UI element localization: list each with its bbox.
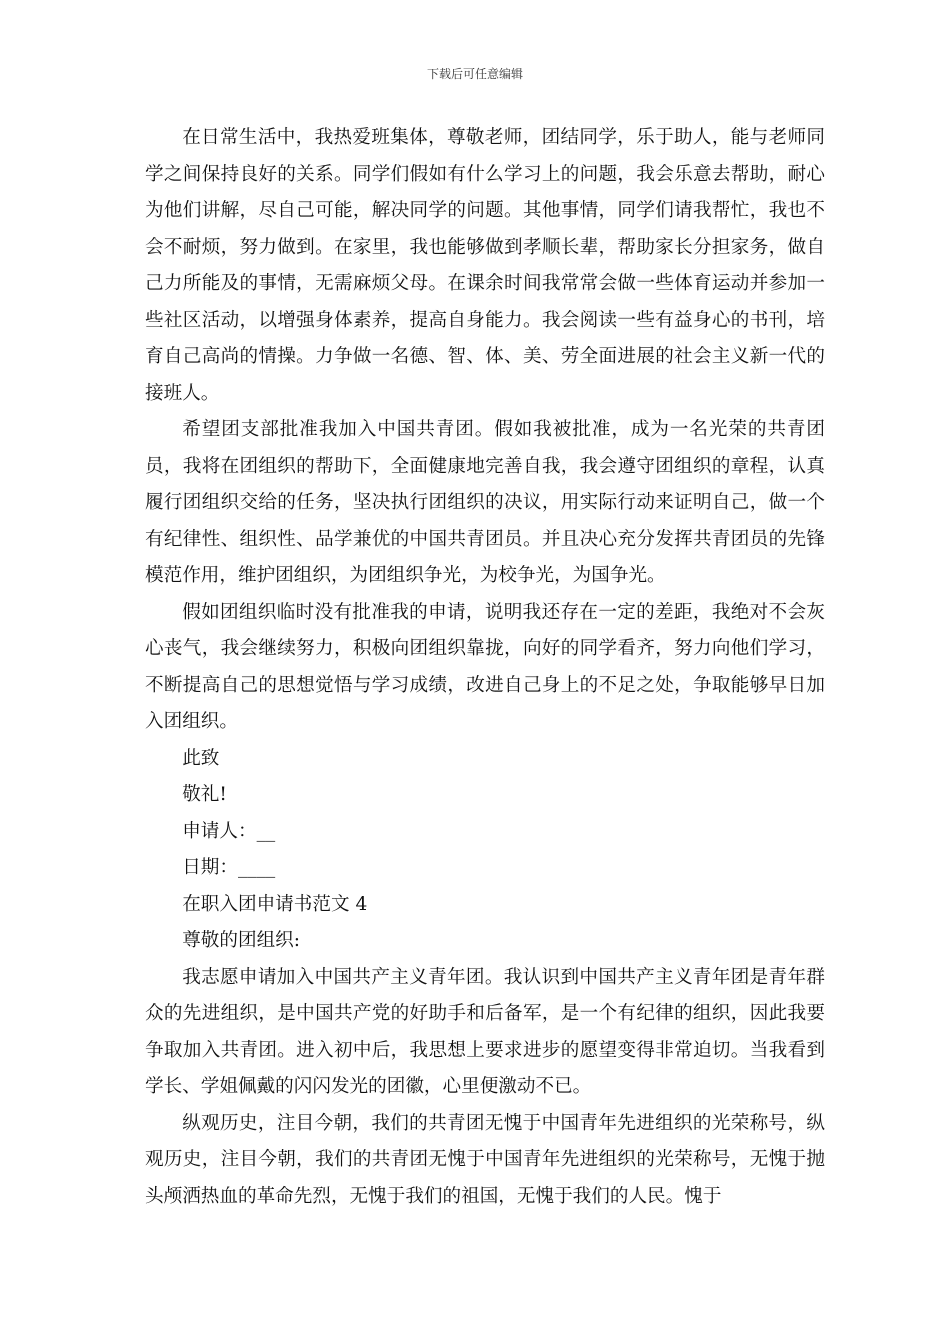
paragraph-hope-approval: 希望团支部批准我加入中国共青团。假如我被批准，成为一名光荣的共青团员，我将在团组织的帮助下，全面健康地完善自我，我会遵守团组织的章程，认真履行团组织交给的任务，坚决执行团组织的决议，用实际行动来证明自己，做一个有纪律性、组织性、品学兼优的中国共青团员。并且决心充分发挥共青团员的先锋模范作用，维护团组织，为团组织争光，为校争光，为国争光。 — [145, 419, 825, 586]
greeting-line: 尊敬的团组织: — [182, 930, 301, 951]
closing-salutation: 此致 — [182, 747, 220, 769]
applicant-line: 申请人：__ — [182, 820, 276, 842]
page-header: 下载后可任意编辑 — [426, 67, 523, 81]
paragraph-history: 纵观历史，注目今朝，我们的共青团无愧于中国青年先进组织的光荣称号，纵观历史，注目今朝，我们的共青团无愧于中国青年先进组织的光荣称号，无愧于抛头颅洒热血的革命先烈，无愧于我们的祖国，无愧于我们的人民。愧于 — [145, 1112, 825, 1207]
paragraph-if-not-approved: 假如团组织临时没有批准我的申请，说明我还存在一定的差距，我绝对不会灰心丧气，我会继续努力，积极向团组织靠拢，向好的同学看齐，努力向他们学习，不断提高自己的思想觉悟与学习成绩，改进自己身上的不足之处，争取能够早日加入团组织。 — [145, 601, 825, 732]
document-body — [145, 120, 825, 1215]
date-line: 日期：____ — [182, 857, 276, 878]
paragraph-daily-life: 在日常生活中，我热爱班集体，尊敬老师，团结同学，乐于助人，能与老师同学之间保持良好的关系。同学们假如有什么学习上的问题，我会乐意去帮助，耐心为他们讲解，尽自己可能，解决同学的问题。其他事情，同学们请我帮忙，我也不会不耐烦，努力做到。在家里，我也能够做到孝顺长辈，帮助家长分担家务，做自己力所能及的事情，无需麻烦父母。在课余时间我常常会做一些体育运动并参加一些社区活动，以增强身体素养，提高自身能力。我会阅读一些有益身心的书刊，培育自己高尚的情操。力争做一名德、智、体、美、劳全面进展的社会主义新一代的接班人。 — [145, 127, 825, 404]
closing-regards: 敬礼! — [182, 784, 227, 805]
section-title: 在职入团申请书范文 4 — [182, 893, 368, 915]
paragraph-application-intro: 我志愿申请加入中国共产主义青年团。我认识到中国共产主义青年团是青年群众的先进组织，是中国共产党的好助手和后备军，是一个有纪律的组织，因此我要争取加入共青团。进入初中后，我思想上要求进步的愿望变得非常迫切。当我看到学长、学姐佩戴的闪闪发光的团徽，心里便激动不已。 — [145, 966, 825, 1097]
